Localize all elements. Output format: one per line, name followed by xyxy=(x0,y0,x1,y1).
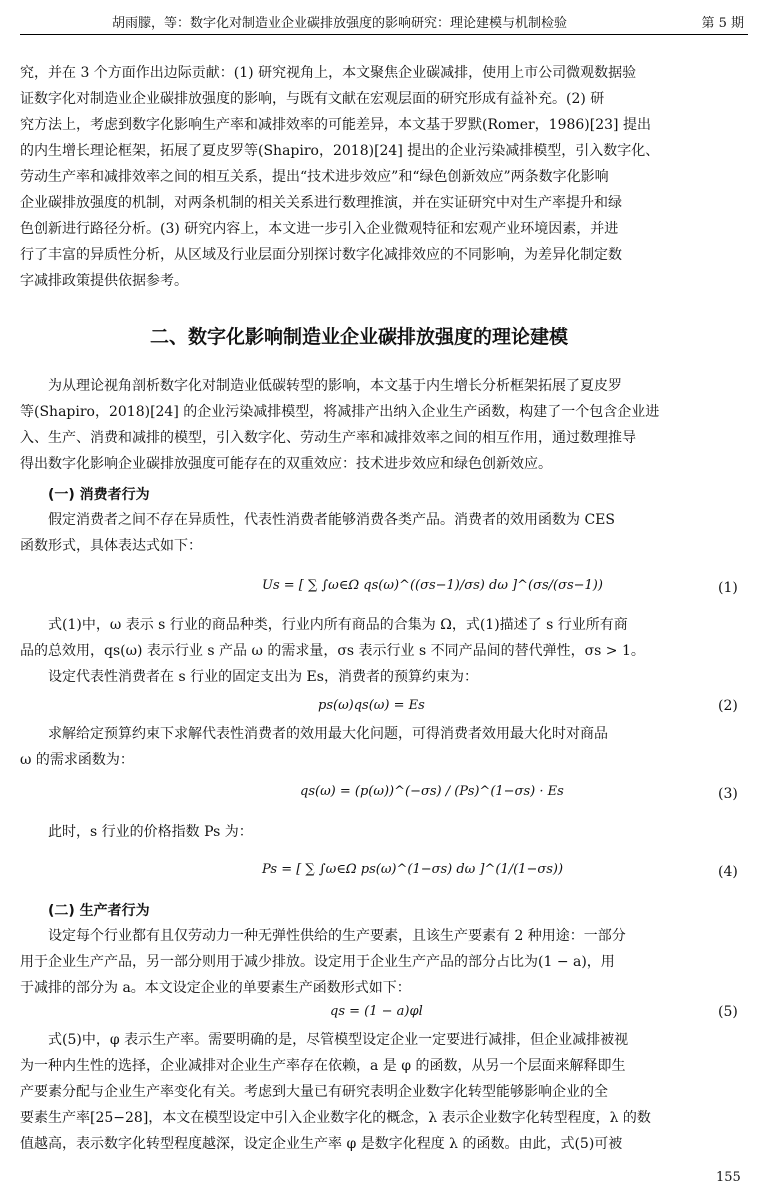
para-line: 式(1)中，ω 表示 s 行业的商品种类，行业内所有商品的合集为 Ω，式(1)描述了 s 行业所有商 xyxy=(48,617,628,633)
para-line: 用于企业生产产品，另一部分则用于减少排放。设定用于企业生产产品的部分占比为(1 − a)，用 xyxy=(20,954,615,970)
para-line: 得出数字化影响企业碳排放强度可能存在的双重效应：技术进步效应和绿色创新效应。 xyxy=(20,456,552,472)
para-line: 设定代表性消费者在 s 行业的固定支出为 Es，消费者的预算约束为： xyxy=(48,669,478,685)
equation-1: Us = [ ∑ ∫ω∈Ω qs(ω)^((σs−1)/σs) dω ]^(σs/(σs−1)) xyxy=(262,578,603,593)
para-line: ω 的需求函数为： xyxy=(20,752,134,768)
equation-3: qs(ω) = (p(ω))^(−σs) / (Ps)^(1−σs) · Es xyxy=(300,784,564,799)
para-line: 式(5)中，φ 表示生产率。需要明确的是，尽管模型设定企业一定要进行减排，但企业减排被视 xyxy=(48,1032,629,1048)
intro-line: 行了丰富的异质性分析，从区域及行业层面分别探讨数字化减排效应的不同影响，为差异化制定数 xyxy=(20,247,622,263)
equation-2: ps(ω)qs(ω) = Es xyxy=(318,698,425,713)
para-line: 要素生产率[25−28]，本文在模型设定中引入企业数字化的概念，λ 表示企业数字化转型程度，λ 的数 xyxy=(20,1110,651,1126)
para-line: 设定每个行业都有且仅劳动力一种无弹性供给的生产要素，且该生产要素有 2 种用途：一部分 xyxy=(48,928,626,944)
equation-5: qs = (1 − a)φl xyxy=(330,1004,423,1019)
subhead-consumer: (一) 消费者行为 xyxy=(48,487,150,503)
para-line: 假定消费者之间不存在异质性，代表性消费者能够消费各类产品。消费者的效用函数为 CES xyxy=(48,512,615,528)
equation-3-number: (3) xyxy=(718,786,738,802)
para-line: 求解给定预算约束下求解代表性消费者的效用最大化问题，可得消费者效用最大化时对商品 xyxy=(48,726,608,742)
para-line: 为从理论视角剖析数字化对制造业低碳转型的影响，本文基于内生增长分析框架拓展了夏皮罗 xyxy=(48,378,622,394)
intro-line: 的内生增长理论框架，拓展了夏皮罗等(Shapiro，2018)[24] 提出的企业污染减排模型，引入数字化、 xyxy=(20,143,660,159)
equation-5-number: (5) xyxy=(718,1004,738,1020)
intro-line: 究，并在 3 个方面作出边际贡献：(1) 研究视角上，本文聚焦企业碳减排，使用上市公司微观数据验 xyxy=(20,65,637,81)
section-title: 二、数字化影响制造业企业碳排放强度的理论建模 xyxy=(150,326,569,348)
intro-line: 色创新进行路径分析。(3) 研究内容上，本文进一步引入企业微观特征和宏观产业环境因素，并进 xyxy=(20,221,619,237)
intro-line: 劳动生产率和减排效率之间的相互关系，提出“技术进步效应”和“绿色创新效应”两条数字化影响 xyxy=(20,169,609,185)
equation-4: Ps = [ ∑ ∫ω∈Ω ps(ω)^(1−σs) dω ]^(1/(1−σs)) xyxy=(262,862,564,877)
running-header xyxy=(20,6,748,35)
para-line: 产要素分配与企业生产率变化有关。考虑到大量已有研究表明企业数字化转型能够影响企业的全 xyxy=(20,1084,608,1100)
para-line: 值越高，表示数字化转型程度越深，设定企业生产率 φ 是数字化程度 λ 的函数。由此，式(5)可被 xyxy=(20,1136,623,1152)
equation-1-number: (1) xyxy=(718,580,738,596)
para-line: 此时，s 行业的价格指数 Ps 为： xyxy=(48,824,253,840)
intro-line: 字减排政策提供依据参考。 xyxy=(20,273,188,289)
intro-line: 证数字化对制造业企业碳排放强度的影响，与既有文献在宏观层面的研究形成有益补充。(2) 研 xyxy=(20,91,605,107)
para-line: 函数形式，具体表达式如下： xyxy=(20,538,202,554)
subhead-producer: (二) 生产者行为 xyxy=(48,903,150,919)
equation-2-number: (2) xyxy=(718,698,738,714)
intro-line: 究方法上，考虑到数字化影响生产率和减排效率的可能差异，本文基于罗默(Romer，1986)[23] 提出 xyxy=(20,117,651,133)
para-line: 为一种内生性的选择，企业减排对企业生产率存在依赖，a 是 φ 的函数，从另一个层面来解释即生 xyxy=(20,1058,626,1074)
header-title: 胡雨朦，等：数字化对制造业企业碳排放强度的影响研究：理论建模与机制检验 xyxy=(112,16,568,31)
intro-line: 企业碳排放强度的机制，对两条机制的相关关系进行数理推演，并在实证研究中对生产率提升和绿 xyxy=(20,195,622,211)
header-issue: 第 5 期 xyxy=(701,16,744,31)
equation-4-number: (4) xyxy=(718,864,738,880)
para-line: 于减排的部分为 a。本文设定企业的单要素生产函数形式如下： xyxy=(20,980,411,996)
para-line: 入、生产、消费和减排的模型，引入数字化、劳动生产率和减排效率之间的相互作用，通过数理推导 xyxy=(20,430,636,446)
page-number: 155 xyxy=(716,1170,741,1185)
para-line: 等(Shapiro，2018)[24] 的企业污染减排模型，将减排产出纳入企业生产函数，构建了一个包含企业进 xyxy=(20,404,660,420)
para-line: 品的总效用，qs(ω) 表示行业 s 产品 ω 的需求量，σs 表示行业 s 不同产品间的替代弹性，σs > 1。 xyxy=(20,643,645,659)
